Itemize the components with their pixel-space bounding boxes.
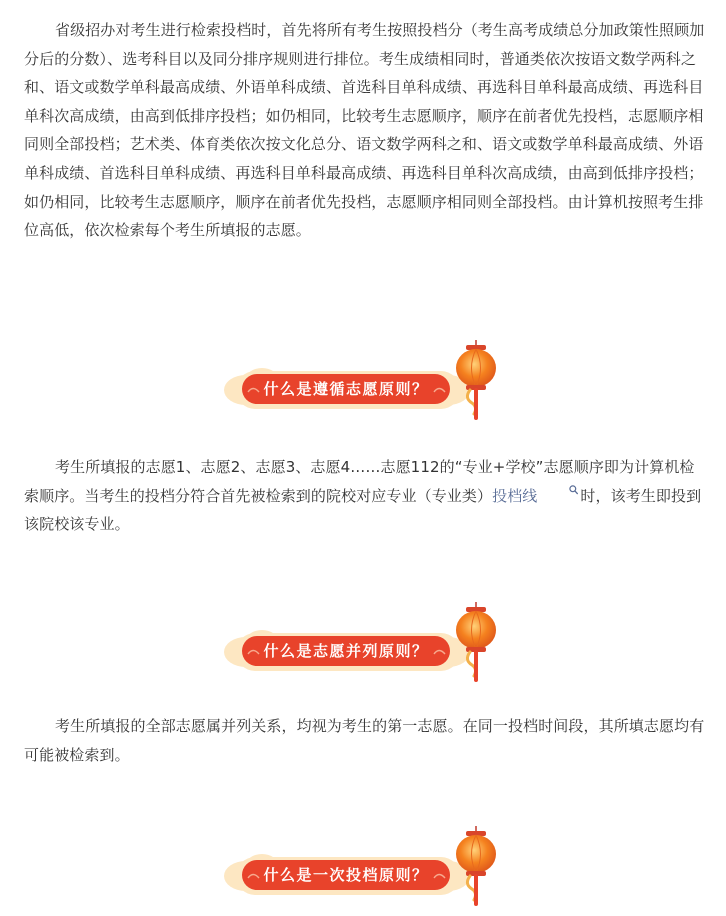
section-header-banner <box>222 602 512 682</box>
paragraph-ranking-rules: 省级招办对考生进行检索投档时，首先将所有考生按照投档分（考生高考成绩总分加政策性照顾加分后的分数）、选考科目以及同分排序规则进行排位。考生成绩相同时，普通类依次按语文数学两科之和、语文或数学单科最高成绩、外语单科成绩、首选科目单科成绩、再选科目单科最高成绩、再选科目单科次高成绩，由高到低排序投档；如仍相同，比较考生志愿顺序，顺序在前者优先投档，志愿顺序相同则全部投档；艺术类、体育类依次按文化总分、语文数学两科之和、语文或数学单科最高成绩、外语单科成绩、首选科目单科成绩、再选科目单科最高成绩、再选科目单科次高成绩，由高到低排序投档；如仍相同，比较考生志愿顺序，顺序在前者优先投档，志愿顺序相同则全部投档。由计算机按照考生排位高低，依次检索每个考生所填报的志愿。 <box>24 21 705 240</box>
section-header-banner <box>222 340 512 420</box>
section-header-title: 什么是志愿并列原则？ <box>263 642 429 660</box>
paragraph-text: 时，该考生即投到该院校该专业。 <box>24 486 702 534</box>
section-header-banner <box>222 826 512 906</box>
section-header-title: 什么是遵循志愿原则？ <box>263 380 429 398</box>
paragraph-retrieval-order <box>24 453 708 539</box>
section-header-title: 什么是一次投档原则？ <box>263 866 429 884</box>
search-icon <box>538 476 578 505</box>
paragraph-text: 考生所填报的志愿1、志愿2、志愿3、志愿4……志愿112的“专业+学校”志愿顺序即为计算机检索顺序。当考生的投档分符合首先被检索到的院校对应专业（专业类） <box>24 458 695 505</box>
cutoff-line-link[interactable]: 投档线 <box>492 486 538 505</box>
paragraph-parallel-choices: 考生所填报的全部志愿属并列关系，均视为考生的第一志愿。在同一投档时间段，其所填志愿均有可能被检索到。 <box>24 717 705 764</box>
